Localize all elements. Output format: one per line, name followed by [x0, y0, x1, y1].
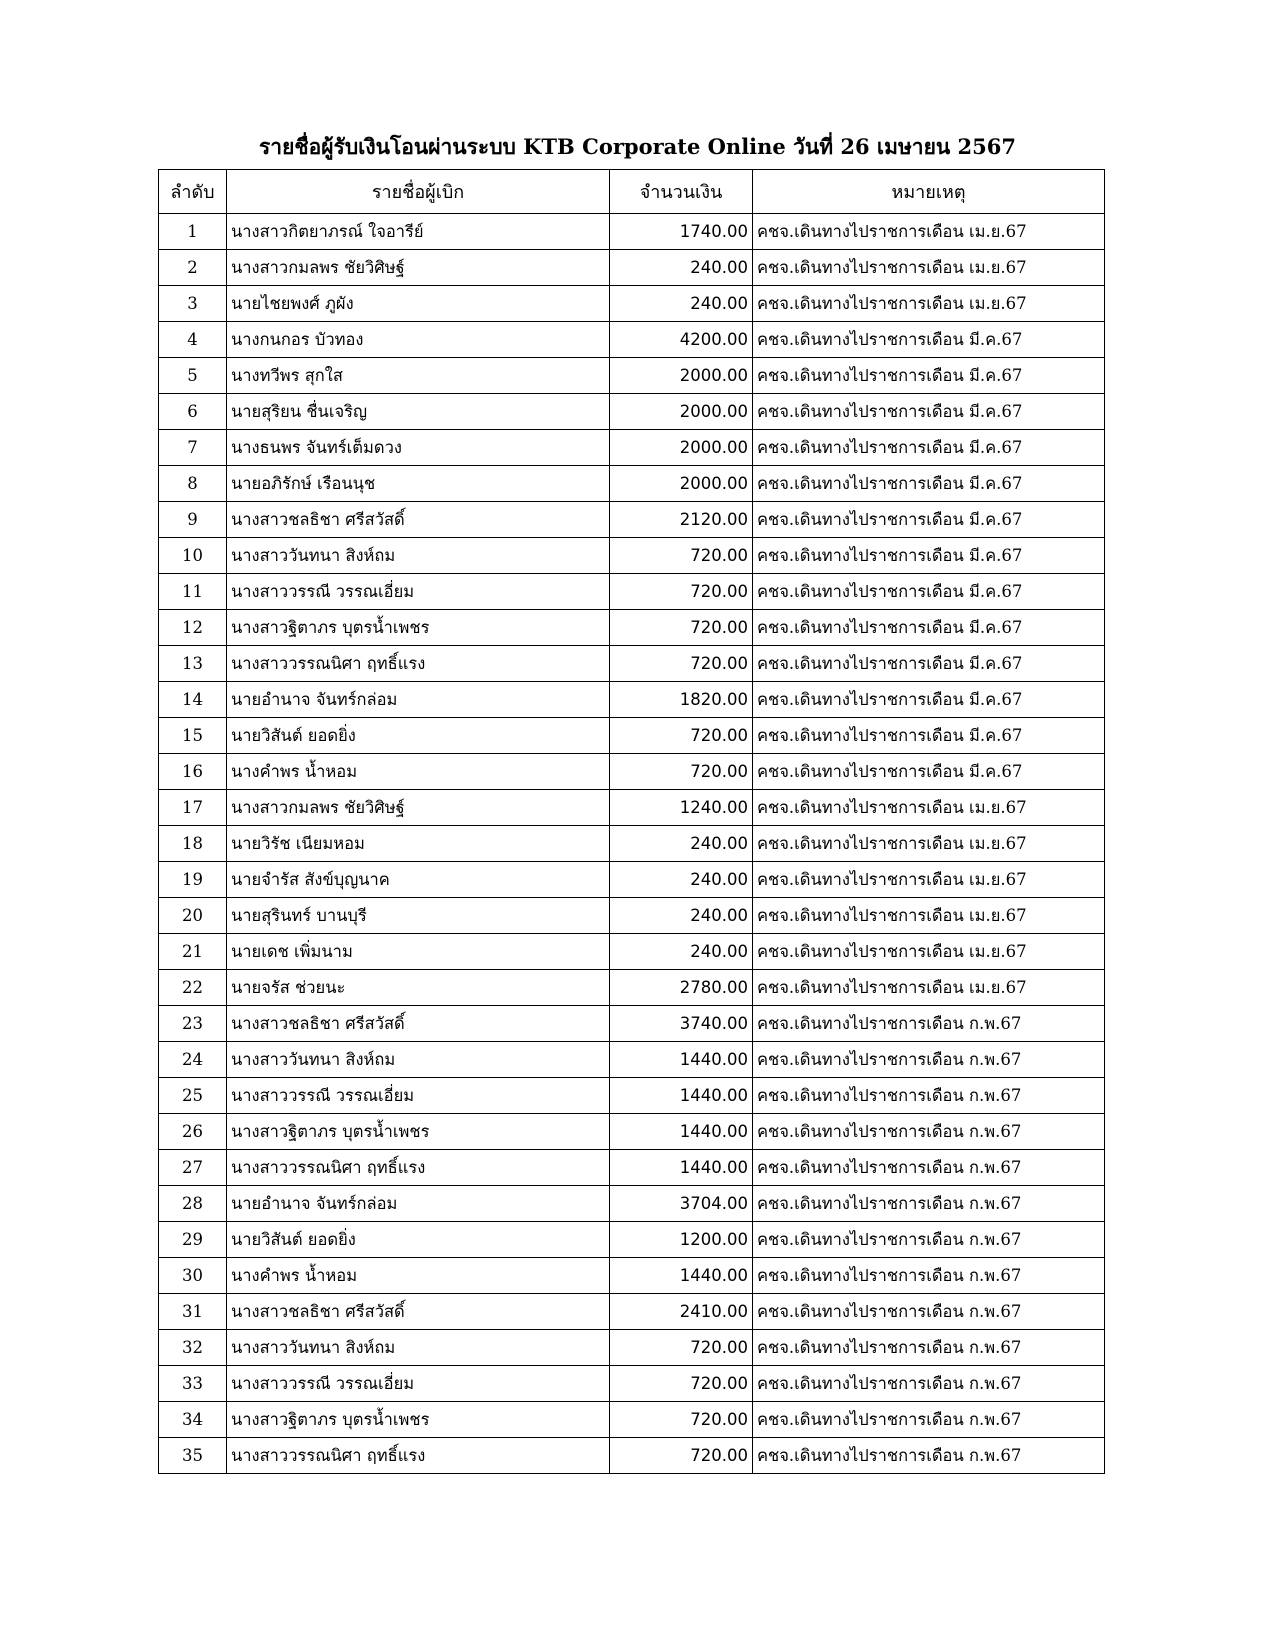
row-remark-cell: คชจ.เดินทางไปราชการเดือน ก.พ.67	[753, 1330, 1105, 1366]
table-row	[159, 934, 1105, 970]
table-row	[159, 1366, 1105, 1402]
row-amount-cell: 720.00	[610, 1330, 753, 1366]
table-body	[159, 214, 1105, 1474]
table-row	[159, 718, 1105, 754]
row-remark-cell: คชจ.เดินทางไปราชการเดือน ก.พ.67	[753, 1366, 1105, 1402]
row-remark-cell: คชจ.เดินทางไปราชการเดือน มี.ค.67	[753, 322, 1105, 358]
row-name-cell: นายจรัส ช่วยนะ	[227, 970, 610, 1006]
table-header-row	[159, 170, 1105, 214]
row-remark-cell: คชจ.เดินทางไปราชการเดือน ก.พ.67	[753, 1006, 1105, 1042]
row-remark-cell: คชจ.เดินทางไปราชการเดือน มี.ค.67	[753, 682, 1105, 718]
row-remark-cell: คชจ.เดินทางไปราชการเดือน มี.ค.67	[753, 538, 1105, 574]
row-name-cell: นายอำนาจ จันทร์กล่อม	[227, 682, 610, 718]
table-row	[159, 862, 1105, 898]
table-row	[159, 286, 1105, 322]
row-order-cell: 22	[159, 970, 227, 1006]
row-name-cell: นางสาวกิตยาภรณ์ ใจอารีย์	[227, 214, 610, 250]
row-amount-cell: 2780.00	[610, 970, 753, 1006]
row-amount-cell: 240.00	[610, 898, 753, 934]
table-row	[159, 898, 1105, 934]
row-order-cell: 3	[159, 286, 227, 322]
table-row	[159, 790, 1105, 826]
table-row	[159, 1222, 1105, 1258]
row-amount-cell: 2000.00	[610, 358, 753, 394]
row-remark-cell: คชจ.เดินทางไปราชการเดือน เม.ย.67	[753, 826, 1105, 862]
row-name-cell: นางสาวฐิตาภร บุตรน้ำเพชร	[227, 1114, 610, 1150]
row-remark-cell: คชจ.เดินทางไปราชการเดือน เม.ย.67	[753, 214, 1105, 250]
table-row	[159, 430, 1105, 466]
row-amount-cell: 1440.00	[610, 1150, 753, 1186]
page-title: รายชื่อผู้รับเงินโอนผ่านระบบ KTB Corporate Online วันที่ 26 เมษายน 2567	[259, 134, 1016, 159]
row-amount-cell: 3740.00	[610, 1006, 753, 1042]
row-remark-cell: คชจ.เดินทางไปราชการเดือน เม.ย.67	[753, 970, 1105, 1006]
row-name-cell: นางคำพร น้ำหอม	[227, 754, 610, 790]
table-row	[159, 646, 1105, 682]
row-order-cell: 9	[159, 502, 227, 538]
row-amount-cell: 1200.00	[610, 1222, 753, 1258]
row-order-cell: 5	[159, 358, 227, 394]
row-name-cell: นางสาววันทนา สิงห์ถม	[227, 538, 610, 574]
header-remark: หมายเหตุ	[753, 170, 1105, 214]
row-amount-cell: 1740.00	[610, 214, 753, 250]
row-amount-cell: 720.00	[610, 718, 753, 754]
row-order-cell: 2	[159, 250, 227, 286]
row-name-cell: นางธนพร จันทร์เต็มดวง	[227, 430, 610, 466]
row-name-cell: นางสาวกมลพร ชัยวิศิษฐ์	[227, 790, 610, 826]
table-row	[159, 394, 1105, 430]
row-remark-cell: คชจ.เดินทางไปราชการเดือน มี.ค.67	[753, 466, 1105, 502]
row-name-cell: นางทวีพร สุกใส	[227, 358, 610, 394]
row-remark-cell: คชจ.เดินทางไปราชการเดือน มี.ค.67	[753, 646, 1105, 682]
row-name-cell: นางสาววันทนา สิงห์ถม	[227, 1330, 610, 1366]
row-order-cell: 19	[159, 862, 227, 898]
table-row	[159, 1438, 1105, 1474]
row-order-cell: 10	[159, 538, 227, 574]
row-name-cell: นางสาววรรณี วรรณเอี่ยม	[227, 1078, 610, 1114]
row-amount-cell: 240.00	[610, 250, 753, 286]
row-order-cell: 7	[159, 430, 227, 466]
table-row	[159, 1294, 1105, 1330]
row-amount-cell: 1440.00	[610, 1258, 753, 1294]
table-row	[159, 826, 1105, 862]
row-order-cell: 30	[159, 1258, 227, 1294]
row-name-cell: นางสาวฐิตาภร บุตรน้ำเพชร	[227, 1402, 610, 1438]
row-name-cell: นายสุรินทร์ บานบุรี	[227, 898, 610, 934]
row-name-cell: นายอภิรักษ์ เรือนนุช	[227, 466, 610, 502]
row-order-cell: 11	[159, 574, 227, 610]
row-amount-cell: 240.00	[610, 934, 753, 970]
row-remark-cell: คชจ.เดินทางไปราชการเดือน เม.ย.67	[753, 934, 1105, 970]
header-order: ลำดับ	[159, 170, 227, 214]
row-name-cell: นางสาววรรณนิศา ฤทธิ์แรง	[227, 1438, 610, 1474]
row-amount-cell: 720.00	[610, 1438, 753, 1474]
header-amount: จำนวนเงิน	[610, 170, 753, 214]
row-amount-cell: 240.00	[610, 286, 753, 322]
row-amount-cell: 1240.00	[610, 790, 753, 826]
row-amount-cell: 1440.00	[610, 1078, 753, 1114]
table-row	[159, 250, 1105, 286]
row-amount-cell: 720.00	[610, 610, 753, 646]
row-amount-cell: 2000.00	[610, 430, 753, 466]
row-amount-cell: 720.00	[610, 1366, 753, 1402]
row-amount-cell: 720.00	[610, 646, 753, 682]
table-row	[159, 502, 1105, 538]
row-amount-cell: 720.00	[610, 538, 753, 574]
row-order-cell: 13	[159, 646, 227, 682]
row-order-cell: 17	[159, 790, 227, 826]
row-remark-cell: คชจ.เดินทางไปราชการเดือน มี.ค.67	[753, 754, 1105, 790]
row-order-cell: 6	[159, 394, 227, 430]
row-name-cell: นางคำพร น้ำหอม	[227, 1258, 610, 1294]
row-name-cell: นางสาววรรณี วรรณเอี่ยม	[227, 1366, 610, 1402]
row-remark-cell: คชจ.เดินทางไปราชการเดือน ก.พ.67	[753, 1078, 1105, 1114]
row-order-cell: 15	[159, 718, 227, 754]
table-row	[159, 538, 1105, 574]
row-order-cell: 25	[159, 1078, 227, 1114]
table-row	[159, 1258, 1105, 1294]
row-remark-cell: คชจ.เดินทางไปราชการเดือน ก.พ.67	[753, 1402, 1105, 1438]
row-order-cell: 35	[159, 1438, 227, 1474]
row-amount-cell: 720.00	[610, 1402, 753, 1438]
table-row	[159, 1078, 1105, 1114]
table-row	[159, 1042, 1105, 1078]
table-row	[159, 1114, 1105, 1150]
row-order-cell: 4	[159, 322, 227, 358]
row-remark-cell: คชจ.เดินทางไปราชการเดือน มี.ค.67	[753, 502, 1105, 538]
row-amount-cell: 720.00	[610, 574, 753, 610]
table-row	[159, 1186, 1105, 1222]
row-name-cell: นายสุริยน ชื่นเจริญ	[227, 394, 610, 430]
row-remark-cell: คชจ.เดินทางไปราชการเดือน ก.พ.67	[753, 1222, 1105, 1258]
table-row	[159, 358, 1105, 394]
header-name: รายชื่อผู้เบิก	[227, 170, 610, 214]
row-remark-cell: คชจ.เดินทางไปราชการเดือน เม.ย.67	[753, 250, 1105, 286]
row-amount-cell: 2000.00	[610, 466, 753, 502]
row-remark-cell: คชจ.เดินทางไปราชการเดือน มี.ค.67	[753, 394, 1105, 430]
row-name-cell: นางกนกอร บัวทอง	[227, 322, 610, 358]
recipients-table	[158, 169, 1105, 1474]
row-order-cell: 1	[159, 214, 227, 250]
row-name-cell: นางสาวชลธิชา ศรีสวัสดิ์	[227, 1006, 610, 1042]
row-order-cell: 33	[159, 1366, 227, 1402]
row-amount-cell: 240.00	[610, 862, 753, 898]
row-remark-cell: คชจ.เดินทางไปราชการเดือน มี.ค.67	[753, 610, 1105, 646]
table-row	[159, 1402, 1105, 1438]
row-remark-cell: คชจ.เดินทางไปราชการเดือน เม.ย.67	[753, 898, 1105, 934]
row-order-cell: 14	[159, 682, 227, 718]
row-name-cell: นางสาววรรณนิศา ฤทธิ์แรง	[227, 1150, 610, 1186]
row-name-cell: นายอำนาจ จันทร์กล่อม	[227, 1186, 610, 1222]
table-row	[159, 1150, 1105, 1186]
row-order-cell: 24	[159, 1042, 227, 1078]
row-remark-cell: คชจ.เดินทางไปราชการเดือน ก.พ.67	[753, 1114, 1105, 1150]
row-name-cell: นายวิรัช เนียมหอม	[227, 826, 610, 862]
row-name-cell: นางสาวฐิตาภร บุตรน้ำเพชร	[227, 610, 610, 646]
row-remark-cell: คชจ.เดินทางไปราชการเดือน มี.ค.67	[753, 574, 1105, 610]
row-order-cell: 26	[159, 1114, 227, 1150]
row-remark-cell: คชจ.เดินทางไปราชการเดือน ก.พ.67	[753, 1294, 1105, 1330]
row-amount-cell: 720.00	[610, 754, 753, 790]
row-order-cell: 16	[159, 754, 227, 790]
row-amount-cell: 4200.00	[610, 322, 753, 358]
table-row	[159, 754, 1105, 790]
row-amount-cell: 2120.00	[610, 502, 753, 538]
row-order-cell: 18	[159, 826, 227, 862]
table-row	[159, 1330, 1105, 1366]
table-row	[159, 610, 1105, 646]
row-name-cell: นางสาววรรณี วรรณเอี่ยม	[227, 574, 610, 610]
row-order-cell: 27	[159, 1150, 227, 1186]
table-row	[159, 574, 1105, 610]
row-order-cell: 20	[159, 898, 227, 934]
table-row	[159, 1006, 1105, 1042]
row-amount-cell: 3704.00	[610, 1186, 753, 1222]
row-remark-cell: คชจ.เดินทางไปราชการเดือน มี.ค.67	[753, 718, 1105, 754]
row-order-cell: 32	[159, 1330, 227, 1366]
row-remark-cell: คชจ.เดินทางไปราชการเดือน ก.พ.67	[753, 1258, 1105, 1294]
row-name-cell: นายจำรัส สังข์บุญนาค	[227, 862, 610, 898]
row-order-cell: 34	[159, 1402, 227, 1438]
row-order-cell: 12	[159, 610, 227, 646]
row-order-cell: 23	[159, 1006, 227, 1042]
table-row	[159, 682, 1105, 718]
row-remark-cell: คชจ.เดินทางไปราชการเดือน มี.ค.67	[753, 358, 1105, 394]
row-remark-cell: คชจ.เดินทางไปราชการเดือน เม.ย.67	[753, 790, 1105, 826]
row-name-cell: นางสาวชลธิชา ศรีสวัสดิ์	[227, 1294, 610, 1330]
row-amount-cell: 240.00	[610, 826, 753, 862]
row-name-cell: นายวิสันต์ ยอดยิ่ง	[227, 1222, 610, 1258]
row-order-cell: 31	[159, 1294, 227, 1330]
row-name-cell: นางสาววันทนา สิงห์ถม	[227, 1042, 610, 1078]
row-amount-cell: 2410.00	[610, 1294, 753, 1330]
row-name-cell: นางสาวชลธิชา ศรีสวัสดิ์	[227, 502, 610, 538]
row-amount-cell: 1820.00	[610, 682, 753, 718]
row-remark-cell: คชจ.เดินทางไปราชการเดือน ก.พ.67	[753, 1042, 1105, 1078]
row-amount-cell: 2000.00	[610, 394, 753, 430]
table-row	[159, 322, 1105, 358]
row-name-cell: นางสาวกมลพร ชัยวิศิษฐ์	[227, 250, 610, 286]
table-row	[159, 214, 1105, 250]
row-order-cell: 8	[159, 466, 227, 502]
row-amount-cell: 1440.00	[610, 1114, 753, 1150]
row-name-cell: นางสาววรรณนิศา ฤทธิ์แรง	[227, 646, 610, 682]
row-remark-cell: คชจ.เดินทางไปราชการเดือน เม.ย.67	[753, 862, 1105, 898]
row-order-cell: 28	[159, 1186, 227, 1222]
table-row	[159, 970, 1105, 1006]
row-order-cell: 29	[159, 1222, 227, 1258]
table-row	[159, 466, 1105, 502]
row-name-cell: นายไชยพงศ์ ภูผัง	[227, 286, 610, 322]
row-remark-cell: คชจ.เดินทางไปราชการเดือน ก.พ.67	[753, 1186, 1105, 1222]
row-remark-cell: คชจ.เดินทางไปราชการเดือน มี.ค.67	[753, 430, 1105, 466]
row-remark-cell: คชจ.เดินทางไปราชการเดือน เม.ย.67	[753, 286, 1105, 322]
row-order-cell: 21	[159, 934, 227, 970]
row-remark-cell: คชจ.เดินทางไปราชการเดือน ก.พ.67	[753, 1150, 1105, 1186]
row-remark-cell: คชจ.เดินทางไปราชการเดือน ก.พ.67	[753, 1438, 1105, 1474]
row-amount-cell: 1440.00	[610, 1042, 753, 1078]
row-name-cell: นายเดช เพิ่มนาม	[227, 934, 610, 970]
row-name-cell: นายวิสันต์ ยอดยิ่ง	[227, 718, 610, 754]
